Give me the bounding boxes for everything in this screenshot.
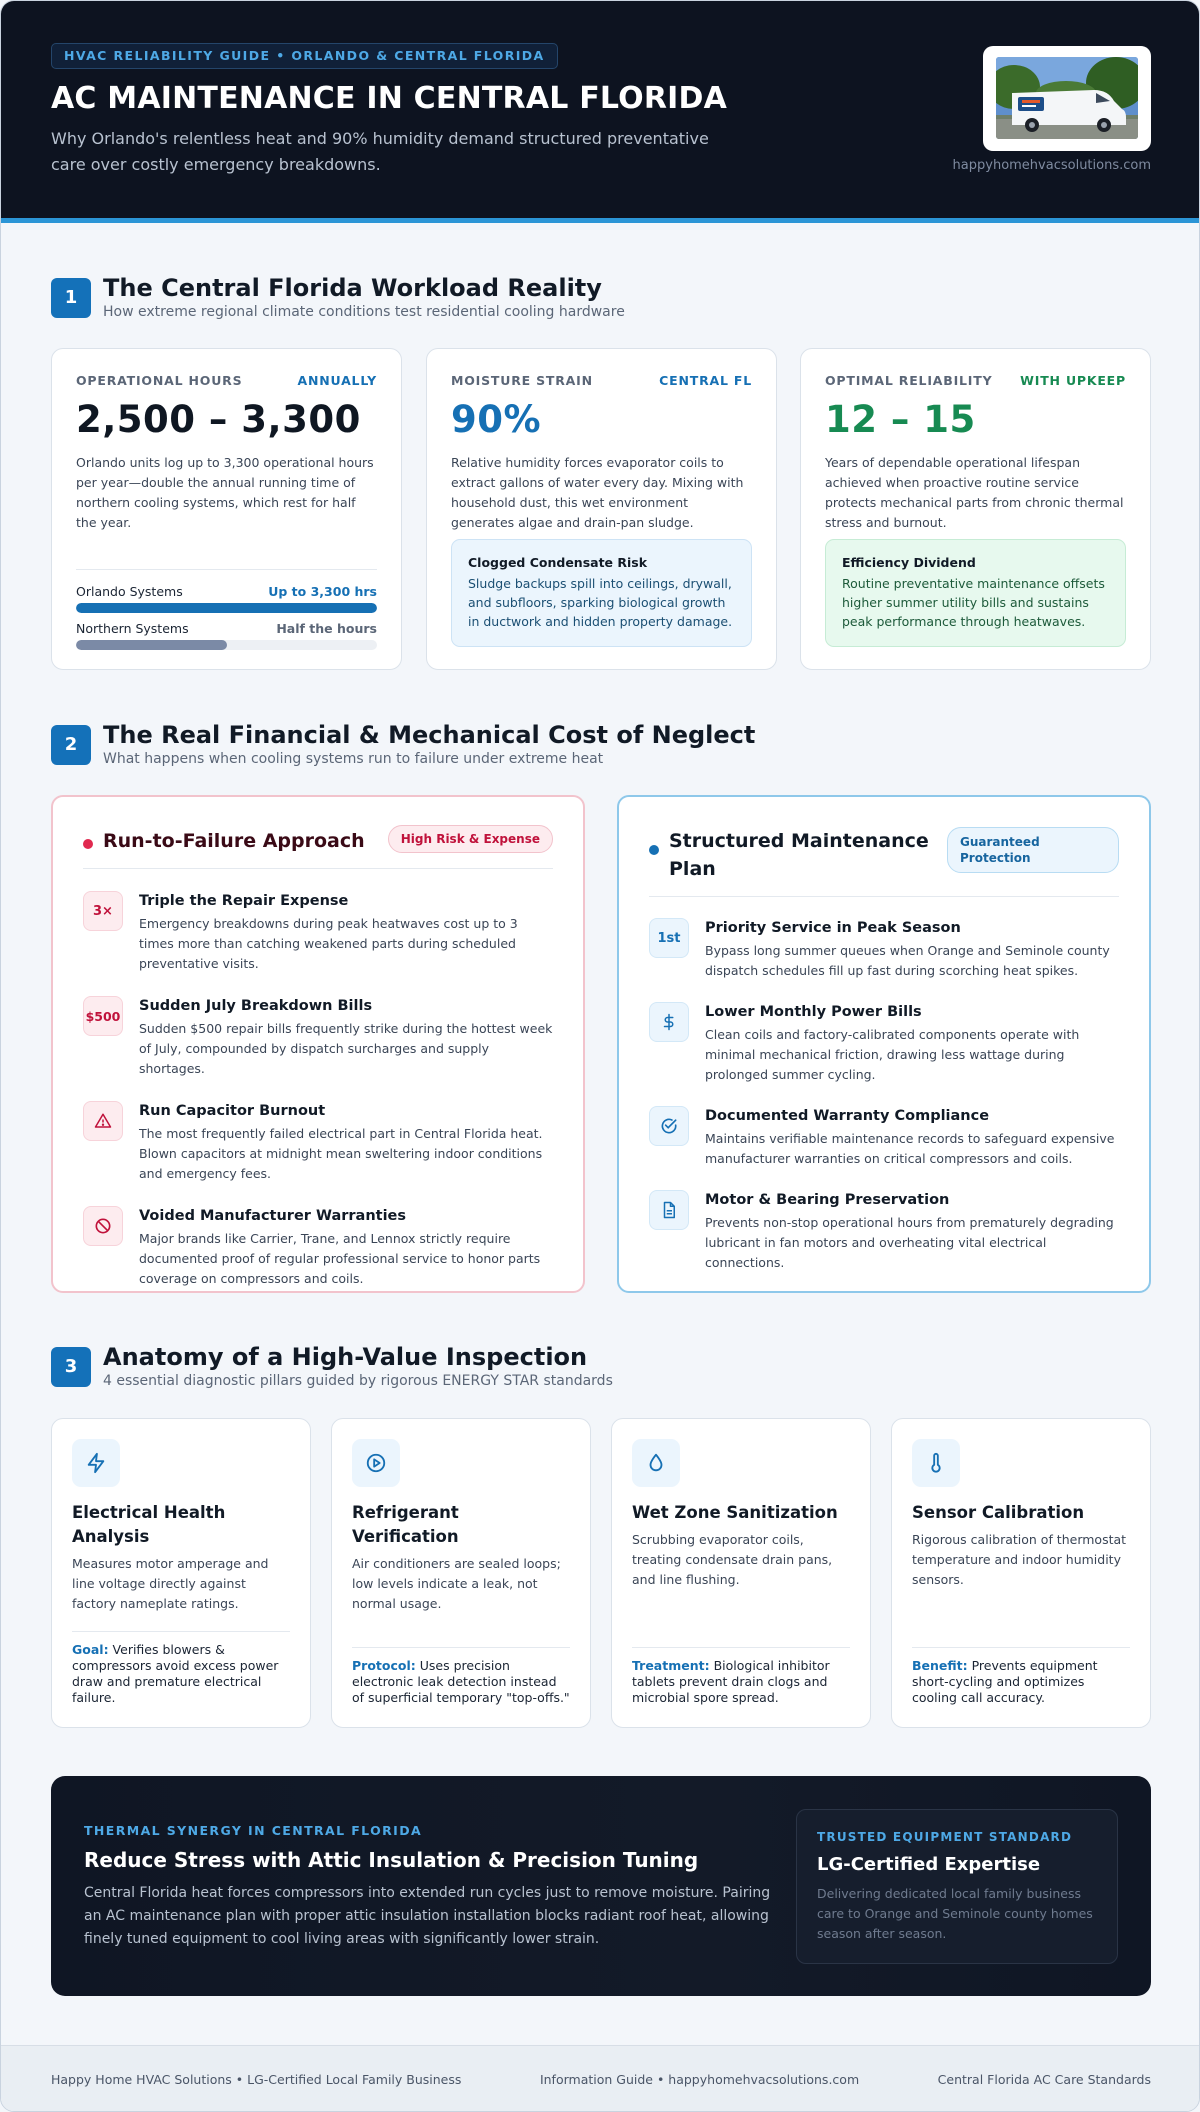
list-item: [83, 998, 553, 1079]
callout-title: Clogged Condensate Risk: [468, 555, 648, 570]
pillar-title: Electrical Health Analysis: [72, 1503, 226, 1546]
section-number: 1: [51, 278, 91, 318]
list-item: [83, 1103, 553, 1184]
structured-plan-card: [617, 795, 1151, 1293]
badge-1st: 1st: [649, 918, 689, 958]
pillar-text: Scrubbing evaporator coils, treating condensate drain pans, and line flushing.: [632, 1532, 833, 1587]
section-subtitle: How extreme regional climate conditions test residential cooling hardware: [103, 304, 625, 320]
warning-icon: [83, 1101, 123, 1141]
protection-badge: Guaranteed Protection: [947, 827, 1119, 873]
callout-text: Sludge backups spill into ceilings, drywall, and subfloors, sparking biological growth in ductwork and hidden property damage.: [468, 576, 733, 629]
service-van-photo: [996, 57, 1138, 139]
divider: [76, 569, 377, 570]
item-title: Triple the Repair Expense: [139, 893, 349, 909]
footer-left: Happy Home HVAC Solutions • LG-Certified Local Family Business: [51, 2072, 462, 2087]
pillar-text: Measures motor amperage and line voltage directly against factory nameplate ratings.: [72, 1556, 269, 1611]
section-title: Anatomy of a High-Value Inspection: [103, 1343, 588, 1371]
bar-fill-orlando: [76, 603, 377, 613]
pillar-footnote: [352, 1647, 570, 1706]
badge-3x: 3×: [83, 891, 123, 931]
item-text: Clean coils and factory-calibrated components operate with minimal mechanical friction, drawing less wattage during prolonged summer cycling.: [705, 1027, 1080, 1082]
banner-text: Central Florida heat forces compressors into extended run cycles just to remove moisture. Pairing an AC maintenance plan with proper attic insulation installation blocks radiant roof heat, allowing finely tuned equipment to cool living areas with significantly lower strain.: [84, 1885, 771, 1947]
footnote-label: Treatment:: [632, 1658, 710, 1673]
banner-title: Reduce Stress with Attic Insulation & Precision Tuning: [84, 1848, 699, 1872]
bar-track-orlando: [76, 603, 377, 613]
pillar-wet-zone: [611, 1418, 871, 1728]
footnote-label: Benefit:: [912, 1658, 968, 1673]
list-item: [649, 1192, 1119, 1273]
stat-description: Relative humidity forces evaporator coils to extract gallons of water every day. Mixing with household dust, this wet environment generates algae and drain-pan sludge.: [451, 455, 744, 530]
prohibited-icon: [83, 1206, 123, 1246]
pillar-title: Wet Zone Sanitization: [632, 1503, 838, 1522]
item-text: The most frequently failed electrical part in Central Florida heat. Blown capacitors at midnight mean sweltering indoor conditions and emergency fees.: [139, 1126, 543, 1181]
item-title: Motor & Bearing Preservation: [705, 1192, 950, 1208]
footnote-text: Biological inhibitor tablets prevent drain clogs and microbial spore spread.: [632, 1658, 830, 1705]
certification-text: Delivering dedicated local family business care to Orange and Seminole county homes season after season.: [817, 1886, 1093, 1941]
footnote-label: Protocol:: [352, 1658, 416, 1673]
bar-value-northern: Half the hours: [276, 621, 377, 636]
section-title: The Real Financial & Mechanical Cost of Neglect: [103, 721, 756, 749]
stat-value: 90%: [451, 398, 542, 441]
pillar-electrical: [51, 1418, 311, 1728]
list-item: [649, 1004, 1119, 1085]
logo-card: [983, 46, 1151, 151]
section-title: The Central Florida Workload Reality: [103, 274, 602, 302]
pillar-title: Sensor Calibration: [912, 1503, 1085, 1522]
thermometer-icon: [912, 1439, 960, 1487]
item-title: Lower Monthly Power Bills: [705, 1004, 922, 1020]
footnote-text: Uses precision electronic leak detection instead of superficial temporary "top-offs.": [352, 1658, 570, 1705]
header: [1, 1, 1200, 223]
pillar-text: Rigorous calibration of thermostat temperature and indoor humidity sensors.: [912, 1532, 1127, 1587]
stat-value: 2,500 – 3,300: [76, 398, 361, 441]
item-title: Priority Service in Peak Season: [705, 920, 961, 936]
dollar-icon: [649, 1002, 689, 1042]
stat-card-moisture-strain: [426, 348, 777, 670]
item-text: Sudden $500 repair bills frequently strike during the hottest week of July, compounded by dispatch surcharges and supply shortages.: [139, 1021, 553, 1076]
thermal-synergy-banner: [51, 1776, 1151, 1996]
item-text: Bypass long summer queues when Orange and Seminole county dispatch schedules fill up fast during scorching heat spikes.: [705, 943, 1110, 978]
item-text: Maintains verifiable maintenance records to safeguard expensive manufacturer warranties on critical compressors and coils.: [705, 1131, 1115, 1166]
footer-center[interactable]: Information Guide • happyhomehvacsolutions.com: [539, 2072, 860, 2087]
red-dot-icon: [83, 839, 93, 849]
pillar-title: Refrigerant Verification: [352, 1503, 459, 1546]
efficiency-callout: [825, 539, 1126, 647]
list-item: [83, 1208, 553, 1289]
stat-tag: CENTRAL FL: [659, 373, 752, 388]
bar-track-northern: [76, 640, 377, 650]
blue-dot-icon: [649, 845, 659, 855]
bar-fill-northern: [76, 640, 227, 650]
play-circle-icon: [352, 1439, 400, 1487]
certification-kicker: TRUSTED EQUIPMENT STANDARD: [817, 1830, 1073, 1844]
pillar-sensor: [891, 1418, 1151, 1728]
pillar-footnote: [632, 1647, 850, 1706]
list-item: [649, 1108, 1119, 1169]
item-text: Prevents non-stop operational hours from prematurely degrading lubricant in fan motors and overheating vital electrical connections.: [705, 1215, 1114, 1270]
run-to-failure-card: [51, 795, 585, 1293]
footer-right: Central Florida AC Care Standards: [937, 2072, 1151, 2087]
risk-callout: [451, 539, 752, 647]
banner-kicker: THERMAL SYNERGY IN CENTRAL FLORIDA: [84, 1823, 423, 1838]
pillar-refrigerant: [331, 1418, 591, 1728]
item-title: Voided Manufacturer Warranties: [139, 1208, 407, 1224]
section-subtitle: 4 essential diagnostic pillars guided by rigorous ENERGY STAR standards: [103, 1373, 613, 1389]
item-text: Emergency breakdowns during peak heatwaves cost up to 3 times more than catching weakened parts during scheduled preventative visits.: [139, 916, 518, 971]
header-kicker: HVAC RELIABILITY GUIDE • ORLANDO & CENTRAL FLORIDA: [51, 43, 558, 69]
item-title: Sudden July Breakdown Bills: [139, 998, 373, 1014]
item-title: Documented Warranty Compliance: [705, 1108, 990, 1124]
certification-title: LG-Certified Expertise: [817, 1854, 1041, 1875]
stat-description: Orlando units log up to 3,300 operational hours per year—double the annual running time of northern cooling systems, which rest for half the year.: [76, 455, 374, 530]
pillar-text: Air conditioners are sealed loops; low levels indicate a leak, not normal usage.: [352, 1556, 561, 1611]
item-text: Major brands like Carrier, Trane, and Lennox strictly require documented proof of regular professional service to honor parts coverage on compressors and coils.: [139, 1231, 541, 1286]
badge-500: $500: [83, 996, 123, 1036]
risk-badge: High Risk & Expense: [388, 825, 553, 853]
lightning-icon: [72, 1439, 120, 1487]
list-item: [649, 920, 1119, 981]
callout-text: Routine preventative maintenance offsets higher summer utility bills and sustains peak performance through heatwaves.: [842, 576, 1105, 629]
footnote-text: Prevents equipment short-cycling and optimizes cooling call accuracy.: [912, 1658, 1098, 1705]
footer: [1, 2045, 1200, 2112]
droplet-icon: [632, 1439, 680, 1487]
stat-label: OPTIMAL RELIABILITY: [825, 373, 993, 388]
section-number: 2: [51, 725, 91, 765]
certification-box: [796, 1809, 1118, 1964]
bar-label-orlando: Orlando Systems: [76, 584, 183, 599]
footnote-label: Goal:: [72, 1642, 109, 1657]
pillar-footnote: [72, 1631, 290, 1706]
card-title: Run-to-Failure Approach: [103, 830, 365, 852]
item-title: Run Capacitor Burnout: [139, 1103, 326, 1119]
header-url[interactable]: happyhomehvacsolutions.com: [952, 158, 1151, 173]
stat-description: Years of dependable operational lifespan achieved when proactive routine service protects mechanical parts from chronic thermal stress and burnout.: [825, 455, 1124, 530]
section-subtitle: What happens when cooling systems run to failure under extreme heat: [103, 751, 604, 767]
section-number: 3: [51, 1347, 91, 1387]
stat-label: MOISTURE STRAIN: [451, 373, 593, 388]
document-icon: [649, 1190, 689, 1230]
card-title: Structured Maintenance Plan: [669, 830, 929, 880]
callout-title: Efficiency Dividend: [842, 555, 976, 570]
check-circle-icon: [649, 1106, 689, 1146]
stat-card-optimal-reliability: [800, 348, 1151, 670]
stat-tag: WITH UPKEEP: [1020, 373, 1126, 388]
page-title: AC MAINTENANCE IN CENTRAL FLORIDA: [51, 81, 728, 116]
stat-tag: ANNUALLY: [297, 373, 377, 388]
footnote-text: Verifies blowers & compressors avoid excess power draw and premature electrical failure.: [72, 1642, 279, 1705]
bar-value-orlando: Up to 3,300 hrs: [268, 584, 377, 599]
bar-label-northern: Northern Systems: [76, 621, 189, 636]
page-subtitle: Why Orlando's relentless heat and 90% humidity demand structured preventative care over costly emergency breakdowns.: [51, 129, 709, 174]
stat-label: OPERATIONAL HOURS: [76, 373, 243, 388]
stat-value: 12 – 15: [825, 398, 976, 441]
list-item: [83, 893, 553, 974]
pillar-footnote: [912, 1647, 1130, 1706]
stat-card-operational-hours: [51, 348, 402, 670]
